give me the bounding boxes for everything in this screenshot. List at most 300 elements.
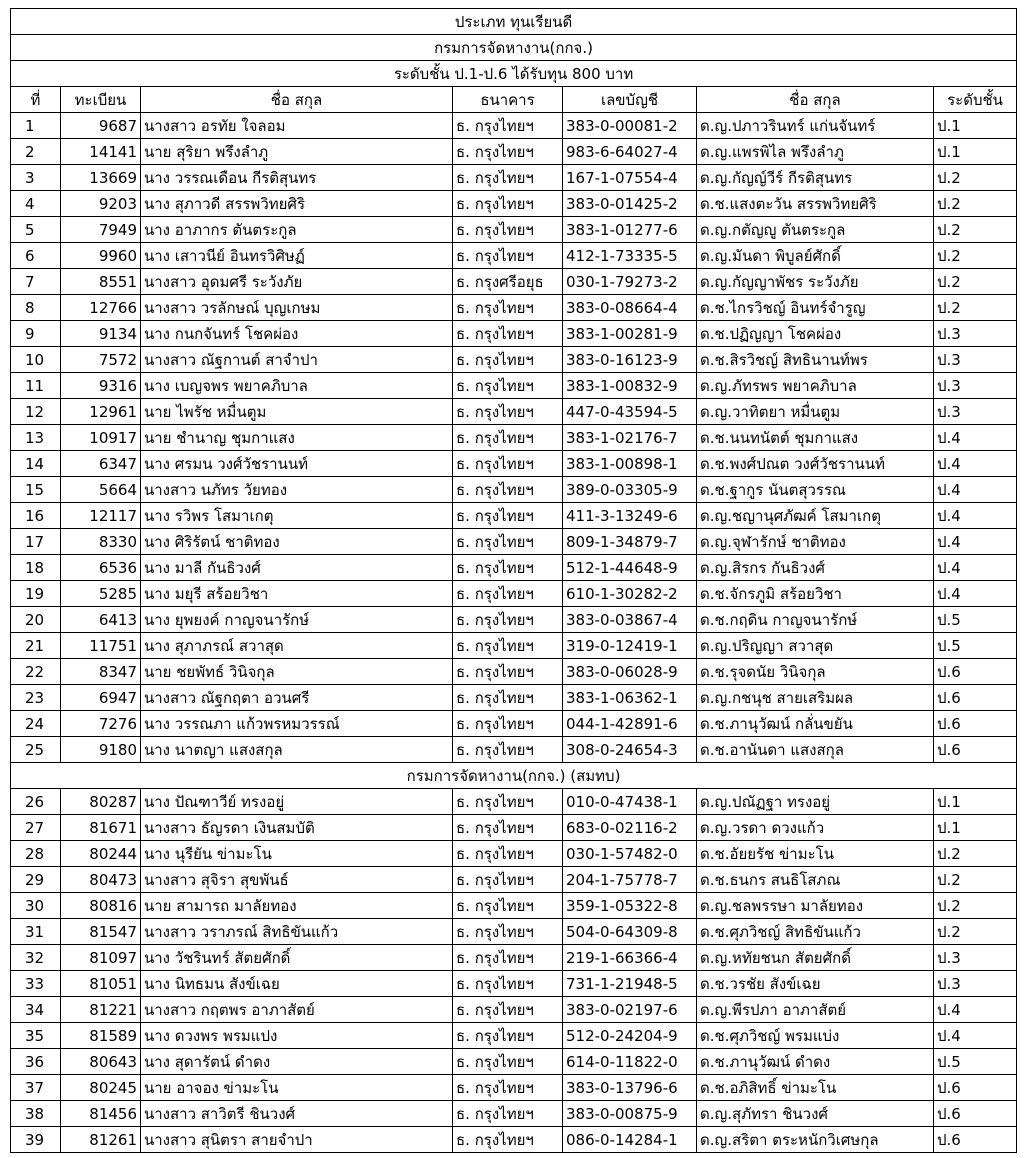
cell-student-name: ด.ช.ปฏิญญา โชคผ่อง — [697, 321, 934, 347]
table-body — [11, 9, 1017, 1153]
header-account-no: เลขบัญชี — [563, 87, 697, 113]
cell-account-no: 383-1-00898-1 — [563, 451, 697, 477]
cell-no: 2 — [11, 139, 61, 165]
table-row — [11, 581, 1017, 607]
cell-student-name: ด.ญ.จุฬารักษ์ ชาติทอง — [697, 529, 934, 555]
table-row — [11, 347, 1017, 373]
cell-grade-level: ป.4 — [934, 555, 1017, 581]
cell-registration: 80245 — [61, 1075, 141, 1101]
cell-student-name: ด.ญ.กัญญ์วีร์ กีรติสุนทร — [697, 165, 934, 191]
cell-bank: ธ. กรุงไทยฯ — [453, 997, 563, 1023]
cell-bank: ธ. กรุงไทยฯ — [453, 321, 563, 347]
table-row — [11, 633, 1017, 659]
cell-grade-level: ป.6 — [934, 1101, 1017, 1127]
cell-registration: 80244 — [61, 841, 141, 867]
cell-bank: ธ. กรุงไทยฯ — [453, 841, 563, 867]
title-row-type — [11, 9, 1017, 35]
cell-bank: ธ. กรุงไทยฯ — [453, 659, 563, 685]
cell-parent-name: นาง นิทธมน สังข์เฉย — [141, 971, 453, 997]
cell-parent-name: นางสาว นภัทร วัยทอง — [141, 477, 453, 503]
cell-bank: ธ. กรุงไทยฯ — [453, 1049, 563, 1075]
header-student-name: ชื่อ สกุล — [697, 87, 934, 113]
cell-account-no: 383-0-08664-4 — [563, 295, 697, 321]
cell-registration: 9687 — [61, 113, 141, 139]
cell-no: 10 — [11, 347, 61, 373]
cell-grade-level: ป.3 — [934, 945, 1017, 971]
cell-grade-level: ป.2 — [934, 191, 1017, 217]
cell-student-name: ด.ญ.กชนุช สายเสริมผล — [697, 685, 934, 711]
cell-student-name: ด.ช.สิรวิชญ์ สิทธินานท์พร — [697, 347, 934, 373]
cell-student-name: ด.ช.พงศ์ปณต วงศ์วัชรานนท์ — [697, 451, 934, 477]
cell-student-name: ด.ญ.สิรกร กันธิวงศ์ — [697, 555, 934, 581]
cell-bank: ธ. กรุงไทยฯ — [453, 243, 563, 269]
table-row — [11, 815, 1017, 841]
cell-registration: 6347 — [61, 451, 141, 477]
cell-parent-name: นาง ยุพยงค์ กาญจนารักษ์ — [141, 607, 453, 633]
cell-bank: ธ. กรุงไทยฯ — [453, 867, 563, 893]
cell-parent-name: นาง สุดารัตน์ ดำดง — [141, 1049, 453, 1075]
cell-student-name: ด.ญ.วาทิตยา หมื่นตูม — [697, 399, 934, 425]
scholarship-table — [10, 8, 1017, 1153]
cell-bank: ธ. กรุงไทยฯ — [453, 165, 563, 191]
cell-student-name: ด.ญ.ชญานุศภัฒค์ โสมาเกตุ — [697, 503, 934, 529]
cell-student-name: ด.ช.อัยยรัช ข่ามะโน — [697, 841, 934, 867]
header-no: ที่ — [11, 87, 61, 113]
cell-registration: 9203 — [61, 191, 141, 217]
cell-registration: 14141 — [61, 139, 141, 165]
table-row — [11, 399, 1017, 425]
cell-registration: 81456 — [61, 1101, 141, 1127]
cell-grade-level: ป.6 — [934, 737, 1017, 763]
cell-bank: ธ. กรุงไทยฯ — [453, 451, 563, 477]
table-row — [11, 529, 1017, 555]
cell-student-name: ด.ญ.วรดา ดวงแก้ว — [697, 815, 934, 841]
cell-student-name: ด.ช.ไกรวิชญ์ อินทร์จำรูญ — [697, 295, 934, 321]
cell-no: 1 — [11, 113, 61, 139]
cell-parent-name: นาง มาลี กันธิวงศ์ — [141, 555, 453, 581]
department-title: กรมการจัดหางาน(กกจ.) — [11, 35, 1017, 61]
cell-parent-name: นาง นุรียัน ข่ามะโน — [141, 841, 453, 867]
table-row — [11, 503, 1017, 529]
table-row — [11, 425, 1017, 451]
cell-grade-level: ป.5 — [934, 633, 1017, 659]
cell-registration: 81051 — [61, 971, 141, 997]
cell-bank: ธ. กรุงไทยฯ — [453, 425, 563, 451]
cell-grade-level: ป.3 — [934, 321, 1017, 347]
cell-bank: ธ. กรุงไทยฯ — [453, 477, 563, 503]
cell-bank: ธ. กรุงไทยฯ — [453, 1075, 563, 1101]
cell-account-no: 614-0-11822-0 — [563, 1049, 697, 1075]
table-row — [11, 737, 1017, 763]
cell-registration: 6413 — [61, 607, 141, 633]
cell-grade-level: ป.2 — [934, 867, 1017, 893]
cell-account-no: 086-0-14284-1 — [563, 1127, 697, 1153]
cell-account-no: 389-0-03305-9 — [563, 477, 697, 503]
cell-no: 4 — [11, 191, 61, 217]
cell-no: 16 — [11, 503, 61, 529]
section-title: กรมการจัดหางาน(กกจ.) (สมทบ) — [11, 763, 1017, 789]
header-parent-name: ชื่อ สกุล — [141, 87, 453, 113]
table-row — [11, 139, 1017, 165]
cell-grade-level: ป.5 — [934, 607, 1017, 633]
table-row — [11, 555, 1017, 581]
cell-grade-level: ป.3 — [934, 399, 1017, 425]
cell-grade-level: ป.2 — [934, 893, 1017, 919]
cell-no: 35 — [11, 1023, 61, 1049]
cell-registration: 8551 — [61, 269, 141, 295]
cell-parent-name: นางสาว สุจิรา สุขพันธ์ — [141, 867, 453, 893]
cell-parent-name: นาย ไพรัช หมื่นตูม — [141, 399, 453, 425]
cell-bank: ธ. กรุงไทยฯ — [453, 139, 563, 165]
cell-registration: 7572 — [61, 347, 141, 373]
cell-registration: 6536 — [61, 555, 141, 581]
header-grade-level: ระดับชั้น — [934, 87, 1017, 113]
table-row — [11, 451, 1017, 477]
cell-student-name: ด.ญ.แพรพิไล พรึงลำภู — [697, 139, 934, 165]
cell-no: 28 — [11, 841, 61, 867]
section-row — [11, 763, 1017, 789]
cell-account-no: 383-0-00081-2 — [563, 113, 697, 139]
cell-account-no: 411-3-13249-6 — [563, 503, 697, 529]
cell-registration: 8330 — [61, 529, 141, 555]
cell-student-name: ด.ช.อภิสิทธิ์ ข่ามะโน — [697, 1075, 934, 1101]
cell-no: 12 — [11, 399, 61, 425]
cell-grade-level: ป.6 — [934, 685, 1017, 711]
cell-bank: ธ. กรุงไทยฯ — [453, 347, 563, 373]
cell-account-no: 504-0-64309-8 — [563, 919, 697, 945]
cell-parent-name: นาย สามารถ มาลัยทอง — [141, 893, 453, 919]
cell-parent-name: นาง ดวงพร พรมแปง — [141, 1023, 453, 1049]
cell-parent-name: นางสาว ณัฐกานต์ สาจำปา — [141, 347, 453, 373]
cell-parent-name: นาง วัชรินทร์ สัตยศักดิ์ — [141, 945, 453, 971]
table-row — [11, 711, 1017, 737]
cell-student-name: ด.ช.วรชัย สังข์เฉย — [697, 971, 934, 997]
cell-parent-name: นางสาว ธัญรดา เงินสมบัติ — [141, 815, 453, 841]
cell-no: 26 — [11, 789, 61, 815]
cell-account-no: 383-1-02176-7 — [563, 425, 697, 451]
cell-bank: ธ. กรุงไทยฯ — [453, 607, 563, 633]
cell-no: 9 — [11, 321, 61, 347]
table-row — [11, 191, 1017, 217]
table-row — [11, 997, 1017, 1023]
cell-no: 11 — [11, 373, 61, 399]
cell-account-no: 204-1-75778-7 — [563, 867, 697, 893]
cell-no: 32 — [11, 945, 61, 971]
cell-bank: ธ. กรุงไทยฯ — [453, 555, 563, 581]
cell-no: 15 — [11, 477, 61, 503]
table-row — [11, 321, 1017, 347]
cell-parent-name: นาง เสาวนีย์ อินทรวิศิษฏ์ — [141, 243, 453, 269]
cell-grade-level: ป.2 — [934, 165, 1017, 191]
cell-student-name: ด.ญ.สุภัทรา ชินวงศ์ — [697, 1101, 934, 1127]
cell-registration: 80287 — [61, 789, 141, 815]
header-bank: ธนาคาร — [453, 87, 563, 113]
cell-no: 14 — [11, 451, 61, 477]
cell-account-no: 383-0-16123-9 — [563, 347, 697, 373]
cell-parent-name: นาง อาภากร ตันตระกูล — [141, 217, 453, 243]
cell-parent-name: นางสาว วราภรณ์ สิทธิขันแก้ว — [141, 919, 453, 945]
cell-grade-level: ป.1 — [934, 815, 1017, 841]
cell-account-no: 610-1-30282-2 — [563, 581, 697, 607]
cell-registration: 9960 — [61, 243, 141, 269]
table-row — [11, 243, 1017, 269]
title-row-dept — [11, 35, 1017, 61]
cell-account-no: 359-1-05322-8 — [563, 893, 697, 919]
cell-grade-level: ป.2 — [934, 243, 1017, 269]
cell-account-no: 383-1-06362-1 — [563, 685, 697, 711]
cell-account-no: 383-0-01425-2 — [563, 191, 697, 217]
scholarship-type-title: ประเภท ทุนเรียนดี — [11, 9, 1017, 35]
cell-no: 25 — [11, 737, 61, 763]
cell-student-name: ด.ช.ภานุวัฒน์ ดำดง — [697, 1049, 934, 1075]
cell-registration: 13669 — [61, 165, 141, 191]
cell-student-name: ด.ช.อานันดา แสงสกุล — [697, 737, 934, 763]
cell-registration: 7276 — [61, 711, 141, 737]
cell-no: 33 — [11, 971, 61, 997]
cell-registration: 8347 — [61, 659, 141, 685]
cell-bank: ธ. กรุงไทยฯ — [453, 893, 563, 919]
cell-no: 38 — [11, 1101, 61, 1127]
table-row — [11, 1127, 1017, 1153]
table-row — [11, 685, 1017, 711]
cell-no: 23 — [11, 685, 61, 711]
cell-parent-name: นาง รวิพร โสมาเกตุ — [141, 503, 453, 529]
cell-parent-name: นาง ศิริรัตน์ ชาติทอง — [141, 529, 453, 555]
cell-bank: ธ. กรุงไทยฯ — [453, 919, 563, 945]
table-row — [11, 971, 1017, 997]
cell-student-name: ด.ช.ศุภวิชญ์ สิทธิขันแก้ว — [697, 919, 934, 945]
cell-registration: 80643 — [61, 1049, 141, 1075]
cell-bank: ธ. กรุงไทยฯ — [453, 1101, 563, 1127]
cell-no: 34 — [11, 997, 61, 1023]
cell-bank: ธ. กรุงไทยฯ — [453, 633, 563, 659]
table-row — [11, 659, 1017, 685]
cell-bank: ธ. กรุงไทยฯ — [453, 503, 563, 529]
cell-parent-name: นางสาว กฤตพร อาภาสัตย์ — [141, 997, 453, 1023]
cell-parent-name: นาง สุภาวดี สรรพวิทยศิริ — [141, 191, 453, 217]
cell-bank: ธ. กรุงไทยฯ — [453, 711, 563, 737]
cell-no: 31 — [11, 919, 61, 945]
cell-grade-level: ป.1 — [934, 113, 1017, 139]
table-row — [11, 477, 1017, 503]
cell-account-no: 167-1-07554-4 — [563, 165, 697, 191]
cell-parent-name: นาง ศรมน วงศ์วัชรานนท์ — [141, 451, 453, 477]
cell-bank: ธ. กรุงไทยฯ — [453, 789, 563, 815]
cell-student-name: ด.ช.รุจดนัย วินิจกุล — [697, 659, 934, 685]
table-row — [11, 269, 1017, 295]
table-row — [11, 373, 1017, 399]
table-row — [11, 295, 1017, 321]
cell-no: 5 — [11, 217, 61, 243]
cell-bank: ธ. กรุงไทยฯ — [453, 373, 563, 399]
cell-grade-level: ป.3 — [934, 347, 1017, 373]
cell-no: 37 — [11, 1075, 61, 1101]
cell-no: 17 — [11, 529, 61, 555]
cell-grade-level: ป.4 — [934, 581, 1017, 607]
cell-bank: ธ. กรุงไทยฯ — [453, 737, 563, 763]
cell-no: 36 — [11, 1049, 61, 1075]
cell-parent-name: นางสาว อรทัย ใจลอม — [141, 113, 453, 139]
table-row — [11, 945, 1017, 971]
cell-no: 8 — [11, 295, 61, 321]
cell-account-no: 044-1-42891-6 — [563, 711, 697, 737]
cell-student-name: ด.ช.ธนกร สนธิโสภณ — [697, 867, 934, 893]
cell-registration: 6947 — [61, 685, 141, 711]
cell-grade-level: ป.4 — [934, 529, 1017, 555]
cell-registration: 80473 — [61, 867, 141, 893]
cell-registration: 11751 — [61, 633, 141, 659]
cell-account-no: 683-0-02116-2 — [563, 815, 697, 841]
cell-account-no: 383-0-13796-6 — [563, 1075, 697, 1101]
cell-registration: 12961 — [61, 399, 141, 425]
cell-account-no: 308-0-24654-3 — [563, 737, 697, 763]
table-row — [11, 893, 1017, 919]
cell-account-no: 010-0-47438-1 — [563, 789, 697, 815]
title-row-level — [11, 61, 1017, 87]
cell-registration: 10917 — [61, 425, 141, 451]
cell-parent-name: นาย ชำนาญ ชุมกาแสง — [141, 425, 453, 451]
cell-no: 20 — [11, 607, 61, 633]
cell-account-no: 383-0-06028-9 — [563, 659, 697, 685]
cell-student-name: ด.ช.ฐากูร นันตสุวรรณ — [697, 477, 934, 503]
cell-student-name: ด.ญ.ปณัฏฐา ทรงอยู่ — [697, 789, 934, 815]
cell-account-no: 030-1-57482-0 — [563, 841, 697, 867]
cell-registration: 81097 — [61, 945, 141, 971]
cell-grade-level: ป.4 — [934, 451, 1017, 477]
cell-no: 13 — [11, 425, 61, 451]
cell-registration: 9180 — [61, 737, 141, 763]
cell-student-name: ด.ญ.ภัทรพร พยาคภิบาล — [697, 373, 934, 399]
cell-student-name: ด.ญ.หทัยชนก สัตยศักดิ์ — [697, 945, 934, 971]
cell-bank: ธ. กรุงศรีอยุธ — [453, 269, 563, 295]
level-amount-title: ระดับชั้น ป.1-ป.6 ได้รับทุน 800 บาท — [11, 61, 1017, 87]
cell-parent-name: นาย อาจอง ข่ามะโน — [141, 1075, 453, 1101]
cell-parent-name: นางสาว ณัฐกฤตา อวนศรี — [141, 685, 453, 711]
cell-grade-level: ป.2 — [934, 919, 1017, 945]
cell-grade-level: ป.4 — [934, 1023, 1017, 1049]
cell-student-name: ด.ญ.กตัญญู ตันตระกูล — [697, 217, 934, 243]
cell-grade-level: ป.1 — [934, 139, 1017, 165]
cell-grade-level: ป.2 — [934, 217, 1017, 243]
table-row — [11, 1101, 1017, 1127]
cell-registration: 9134 — [61, 321, 141, 347]
table-row — [11, 1023, 1017, 1049]
cell-bank: ธ. กรุงไทยฯ — [453, 113, 563, 139]
cell-account-no: 219-1-66366-4 — [563, 945, 697, 971]
cell-registration: 12766 — [61, 295, 141, 321]
cell-student-name: ด.ญ.ปริญญา สวาสุด — [697, 633, 934, 659]
cell-account-no: 412-1-73335-5 — [563, 243, 697, 269]
cell-parent-name: นางสาว สาวิตรี ชินวงศ์ — [141, 1101, 453, 1127]
cell-registration: 81589 — [61, 1023, 141, 1049]
table-row — [11, 919, 1017, 945]
cell-parent-name: นางสาว วรลักษณ์ บุญเกษม — [141, 295, 453, 321]
cell-registration: 81671 — [61, 815, 141, 841]
cell-registration: 81221 — [61, 997, 141, 1023]
cell-bank: ธ. กรุงไทยฯ — [453, 581, 563, 607]
cell-parent-name: นาง เบญจพร พยาคภิบาล — [141, 373, 453, 399]
cell-no: 39 — [11, 1127, 61, 1153]
header-registration: ทะเบียน — [61, 87, 141, 113]
table-row — [11, 217, 1017, 243]
cell-bank: ธ. กรุงไทยฯ — [453, 399, 563, 425]
table-row — [11, 841, 1017, 867]
table-row — [11, 607, 1017, 633]
cell-grade-level: ป.6 — [934, 659, 1017, 685]
cell-no: 7 — [11, 269, 61, 295]
cell-grade-level: ป.4 — [934, 503, 1017, 529]
cell-account-no: 512-0-24204-9 — [563, 1023, 697, 1049]
cell-grade-level: ป.3 — [934, 373, 1017, 399]
cell-registration: 80816 — [61, 893, 141, 919]
cell-bank: ธ. กรุงไทยฯ — [453, 529, 563, 555]
cell-grade-level: ป.6 — [934, 1075, 1017, 1101]
cell-account-no: 809-1-34879-7 — [563, 529, 697, 555]
cell-bank: ธ. กรุงไทยฯ — [453, 217, 563, 243]
cell-parent-name: นางสาว อุดมศรี ระวังภัย — [141, 269, 453, 295]
cell-no: 22 — [11, 659, 61, 685]
table-row — [11, 789, 1017, 815]
cell-student-name: ด.ช.ศุภวิชญ์ พรมแบ่ง — [697, 1023, 934, 1049]
cell-account-no: 383-1-00832-9 — [563, 373, 697, 399]
cell-bank: ธ. กรุงไทยฯ — [453, 685, 563, 711]
cell-parent-name: นางสาว สุนิตรา สายจำปา — [141, 1127, 453, 1153]
cell-bank: ธ. กรุงไทยฯ — [453, 1023, 563, 1049]
cell-grade-level: ป.2 — [934, 841, 1017, 867]
cell-registration: 7949 — [61, 217, 141, 243]
table-row — [11, 165, 1017, 191]
cell-student-name: ด.ญ.มันดา พิบูลย์ศักดิ์ — [697, 243, 934, 269]
cell-student-name: ด.ช.แสงตะวัน สรรพวิทยศิริ — [697, 191, 934, 217]
cell-account-no: 383-0-02197-6 — [563, 997, 697, 1023]
cell-grade-level: ป.4 — [934, 425, 1017, 451]
cell-no: 30 — [11, 893, 61, 919]
cell-student-name: ด.ญ.พีรปภา อาภาสัตย์ — [697, 997, 934, 1023]
column-header-row — [11, 87, 1017, 113]
cell-account-no: 383-0-00875-9 — [563, 1101, 697, 1127]
cell-student-name: ด.ช.นนทนัตต์ ชุมกาแสง — [697, 425, 934, 451]
cell-account-no: 383-1-00281-9 — [563, 321, 697, 347]
cell-student-name: ด.ช.ภานุวัฒน์ กลั่นขยัน — [697, 711, 934, 737]
cell-bank: ธ. กรุงไทยฯ — [453, 295, 563, 321]
cell-registration: 9316 — [61, 373, 141, 399]
cell-registration: 81261 — [61, 1127, 141, 1153]
cell-student-name: ด.ญ.สริตา ตระหนักวิเศษกุล — [697, 1127, 934, 1153]
cell-student-name: ด.ช.จักรภูมิ สร้อยวิชา — [697, 581, 934, 607]
cell-parent-name: นาง วรรณภา แก้วพรหมวรรณ์ — [141, 711, 453, 737]
cell-account-no: 447-0-43594-5 — [563, 399, 697, 425]
cell-parent-name: นาง มยุรี สร้อยวิชา — [141, 581, 453, 607]
cell-no: 24 — [11, 711, 61, 737]
cell-grade-level: ป.3 — [934, 971, 1017, 997]
cell-parent-name: นาง กนกจันทร์ โชคผ่อง — [141, 321, 453, 347]
cell-parent-name: นาง สุภาภรณ์ สวาสุด — [141, 633, 453, 659]
table-row — [11, 1049, 1017, 1075]
cell-grade-level: ป.4 — [934, 477, 1017, 503]
cell-no: 29 — [11, 867, 61, 893]
cell-account-no: 383-0-03867-4 — [563, 607, 697, 633]
cell-student-name: ด.ญ.ชลพรรษา มาลัยทอง — [697, 893, 934, 919]
cell-bank: ธ. กรุงไทยฯ — [453, 971, 563, 997]
cell-account-no: 319-0-12419-1 — [563, 633, 697, 659]
cell-parent-name: นาย ชยพัทธ์ วินิจกุล — [141, 659, 453, 685]
cell-no: 19 — [11, 581, 61, 607]
cell-registration: 5285 — [61, 581, 141, 607]
cell-student-name: ด.ญ.ปภาวรินทร์ แก่นจันทร์ — [697, 113, 934, 139]
cell-parent-name: นาง นาตญา แสงสกุล — [141, 737, 453, 763]
cell-grade-level: ป.6 — [934, 1127, 1017, 1153]
table-row — [11, 867, 1017, 893]
